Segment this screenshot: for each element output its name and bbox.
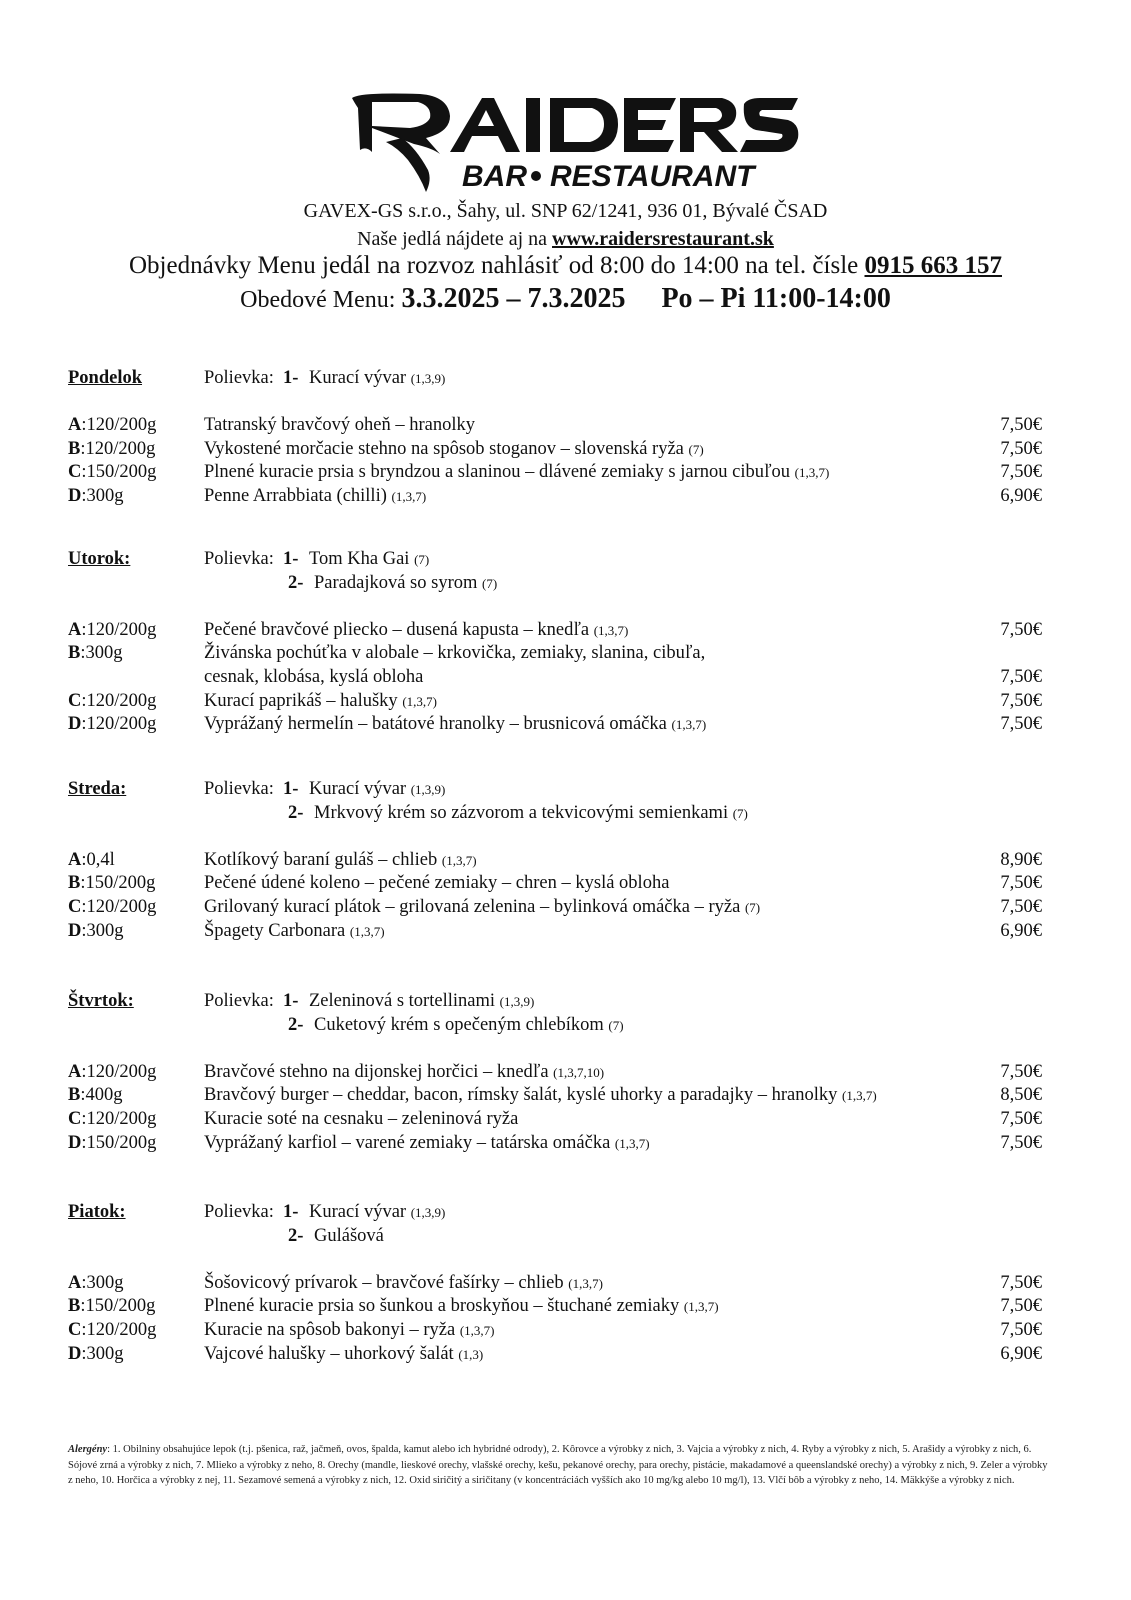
meal-portion: :300g: [81, 1343, 124, 1364]
soup-row: [0, 366, 1131, 390]
soup-row: [0, 547, 1131, 571]
meal-name: [204, 1271, 603, 1296]
meal-row: [0, 460, 1131, 484]
soup-label: Polievka:: [204, 779, 274, 799]
meal-portion: :120/200g: [81, 714, 157, 735]
meal-price: 7,50€: [1000, 873, 1042, 894]
soup-name: [309, 989, 534, 1014]
meal-price: 7,50€: [1000, 1272, 1042, 1293]
meal-allergens: (1,3,7): [593, 622, 629, 638]
soup-name: [309, 777, 445, 802]
soup-name: [314, 801, 748, 826]
meal-name: [204, 689, 437, 714]
meal-row: [0, 413, 1131, 437]
menu-date-range: 3.3.2025 – 7.3.2025: [401, 283, 626, 314]
meal-name-text: Pečené bravčové pliecko – dusená kapusta – knedľa: [204, 619, 590, 640]
logo-lettering-graphic: [352, 94, 798, 194]
meal-letter: D: [68, 486, 82, 506]
meal-code: [68, 1131, 156, 1155]
meal-name-text: Grilovaný kurací plátok – grilovaná zelenina – bylinková omáčka – ryža: [204, 897, 741, 917]
soup-name-text: Tom Kha Gai: [309, 549, 410, 569]
meal-allergens: (7): [688, 441, 704, 457]
meal-row: [0, 895, 1131, 919]
meal-price: 7,50€: [1000, 1296, 1042, 1317]
meal-letter: B: [68, 1296, 81, 1317]
website-prefix: Naše jedlá nájdete aj na: [357, 228, 548, 250]
meal-name: [204, 1318, 495, 1343]
meal-price: 7,50€: [1000, 619, 1042, 640]
meal-price: 7,50€: [1000, 714, 1042, 735]
meal-price: 7,50€: [1000, 897, 1042, 917]
meal-allergens: (1,3,7): [349, 923, 385, 939]
meal-row: [0, 1083, 1131, 1107]
meal-portion: :120/200g: [81, 690, 157, 711]
meal-allergens: (1,3,7): [794, 465, 830, 481]
meal-allergens: (1,3): [458, 1346, 484, 1362]
soup-name-text: Kurací vývar: [309, 368, 407, 388]
menu-date-line: [0, 283, 1131, 315]
soup-label: Polievka:: [204, 1202, 274, 1222]
meal-name: [204, 1107, 518, 1131]
meal-name-text: Penne Arrabbiata (chilli): [204, 486, 387, 506]
meal-row: [0, 712, 1131, 736]
meal-name-text: Kotlíkový baraní guláš – chlieb: [204, 849, 438, 870]
meal-name: [204, 712, 706, 737]
meal-row: [0, 641, 1131, 665]
address-line: GAVEX-GS s.r.o., Šahy, ul. SNP 62/1241, 936 01, Bývalé ČSAD: [303, 200, 828, 222]
allergens-text: : 1. Obilniny obsahujúce lepok (t.j. pšenica, raž, jačmeň, ovos, špalda, kamut alebo ich hybridné odrody), 2. Kôrovce a výrobky z nich, 3. Vajcia a výrobky z nich, 4. Ryby a výrobky z nich, 5. Arašidy a výrobky z nich, 6. Sójové zrná a výrobky z nich, 7. Mlieko a výrobky z neho, 8. Orechy (mandle, lieskové orechy, vlašské orechy, kešu, pekanové orechy, para orechy, pistácie, makadamové a queenslandské orechy) a výrobky z nich, 9. Zeler a výrobky z neho, 10. Horčica a výrobky z nej, 11. Sezamové semená a výrobky z nich, 12. Oxid siričitý a siričitany (v koncentráciách vyšších ako 10 mg/kg alebo 10 mg/l), 13. Vlčí bôb a výrobky z neho, 14. Mäkkýše a výrobky z nich.: [68, 1444, 1048, 1486]
meal-row: [0, 1131, 1131, 1155]
meal-name: [204, 618, 628, 643]
meal-code: [68, 1294, 155, 1318]
meal-name: [204, 641, 705, 665]
meal-row: [0, 1294, 1131, 1318]
meal-row: [0, 1342, 1131, 1366]
meal-name-text: Bravčový burger – cheddar, bacon, rímsky šalát, kyslé uhorky a paradajky – hranolky: [204, 1085, 838, 1106]
soup-name-text: Gulášová: [314, 1225, 384, 1246]
meal-letter: B: [68, 1085, 81, 1106]
meal-allergens: (1,3,7): [459, 1323, 495, 1338]
meal-row: [0, 871, 1131, 895]
meal-portion: :120/200g: [81, 1320, 157, 1340]
meal-name-text: Vyprážaný hermelín – batátové hranolky – brusnicová omáčka: [204, 714, 667, 735]
soup-allergens: (7): [414, 552, 430, 567]
meal-price: 7,50€: [1000, 1320, 1042, 1340]
meal-letter: D: [68, 1343, 82, 1364]
meal-code: [68, 848, 115, 872]
meal-name-text: Kuracie na spôsob bakonyi – ryža: [204, 1320, 456, 1340]
meal-row: [0, 1060, 1131, 1084]
soup-number: 1-: [283, 991, 299, 1011]
meal-row: [0, 1107, 1131, 1131]
soup-name-text: Cuketový krém s opečeným chlebíkom: [314, 1014, 604, 1035]
soup-number: 2-: [288, 1225, 304, 1246]
website-line: [0, 228, 1131, 251]
meal-name-text: Vykostené morčacie stehno na spôsob stoganov – slovenská ryža: [204, 438, 684, 459]
meal-name: [204, 848, 477, 873]
meal-portion: :120/200g: [81, 1061, 157, 1082]
meal-price: 6,90€: [1000, 1343, 1042, 1364]
meal-code: [68, 1271, 124, 1295]
svg-text:BAR: BAR: [462, 160, 527, 193]
soup-row: [0, 777, 1131, 801]
meal-name: [204, 484, 426, 509]
meal-name-text: Tatranský bravčový oheň – hranolky: [204, 415, 475, 436]
soup-row: [0, 801, 1131, 825]
soup-name-text: Paradajková so syrom: [314, 572, 478, 593]
meal-price: 7,50€: [1000, 1132, 1042, 1153]
meal-price: 6,90€: [1000, 920, 1042, 941]
meal-portion: :0,4l: [81, 849, 115, 870]
meal-letter: C: [68, 462, 82, 483]
meal-portion: :120/200g: [81, 897, 157, 917]
meal-price: 7,50€: [1000, 462, 1042, 483]
soup-number: 2-: [288, 572, 304, 593]
meal-code: [68, 484, 124, 508]
day-name: Pondelok: [68, 368, 143, 388]
order-line: [0, 252, 1131, 280]
soup-number: 1-: [283, 1202, 299, 1222]
order-prefix: Objednávky Menu jedál na rozvoz nahlásiť od 8:00 do 14:00 na tel. čísle: [129, 252, 859, 279]
day-name: Štvrtok:: [68, 991, 134, 1011]
meal-row: [0, 484, 1131, 508]
meal-portion: :300g: [81, 920, 124, 941]
meal-letter: B: [68, 438, 81, 459]
website-link[interactable]: www.raidersrestaurant.sk: [552, 228, 774, 250]
meal-code: [68, 618, 156, 642]
soup-row: [0, 1200, 1131, 1224]
meal-code: [68, 1107, 156, 1131]
soup-name-text: Kurací vývar: [309, 779, 407, 799]
soup-label: Polievka:: [204, 549, 274, 569]
meal-row: [0, 689, 1131, 713]
meal-row: [0, 437, 1131, 461]
meal-portion: :300g: [81, 1272, 124, 1293]
svg-text:RESTAURANT: RESTAURANT: [550, 160, 755, 193]
meal-price: 7,50€: [1000, 667, 1042, 687]
meal-name-text: Pečené údené koleno – pečené zemiaky – chren – kyslá obloha: [204, 873, 670, 894]
meal-letter: D: [68, 1132, 82, 1153]
meal-price: 8,50€: [1000, 1085, 1042, 1106]
day-name: Streda:: [68, 779, 127, 799]
meal-allergens: (1,3,7): [391, 489, 427, 504]
meal-name-text: Vajcové halušky – uhorkový šalát: [204, 1343, 454, 1364]
soup-row: [0, 571, 1131, 595]
meal-price: 8,90€: [1000, 849, 1042, 870]
meal-code: [68, 641, 122, 665]
meal-portion: :150/200g: [81, 1132, 157, 1153]
meal-row: [0, 919, 1131, 943]
meal-name-text: Plnené kuracie prsia so šunkou a broskyňou – štuchané zemiaky: [204, 1296, 680, 1317]
soup-allergens: (7): [482, 575, 498, 591]
allergens-note: [68, 1442, 1048, 1489]
soup-name: [314, 1224, 384, 1248]
meal-letter: B: [68, 873, 81, 894]
soup-number: 1-: [283, 368, 299, 388]
meal-name: [204, 1294, 719, 1319]
meal-portion: :400g: [80, 1085, 123, 1106]
meal-name: [204, 413, 475, 437]
meal-price: 7,50€: [1000, 438, 1042, 459]
meal-letter: A: [68, 1061, 82, 1082]
soup-allergens: (1,3,9): [410, 782, 446, 797]
meal-price: 7,50€: [1000, 1109, 1042, 1129]
soup-allergens: (1,3,9): [410, 371, 446, 386]
meal-allergens: (1,3,7): [683, 1299, 719, 1315]
meal-code: [68, 919, 124, 943]
meal-name-text: Živánska pochúťka v alobale – krkovička, zemiaky, slanina, cibuľa,: [204, 643, 706, 664]
day-name: Piatok:: [68, 1202, 126, 1222]
meal-letter: C: [68, 690, 82, 711]
meal-name: [204, 919, 385, 944]
meal-portion: :300g: [80, 643, 123, 664]
soup-number: 2-: [288, 1014, 304, 1035]
meal-name: [204, 1083, 877, 1108]
soup-number: 1-: [283, 549, 299, 569]
meal-code: [68, 1083, 122, 1107]
allergens-label: Alergény: [68, 1444, 108, 1455]
soup-allergens: (1,3,9): [410, 1205, 446, 1220]
order-phone[interactable]: 0915 663 157: [864, 252, 1002, 279]
meal-allergens: (1,3,7): [842, 1088, 877, 1104]
meal-portion: :150/200g: [80, 873, 156, 894]
soup-number: 1-: [283, 779, 299, 799]
meal-code: [68, 437, 155, 461]
soup-name-text: Mrkvový krém so zázvorom a tekvicovými semienkami: [314, 802, 729, 823]
meal-letter: A: [68, 1272, 82, 1293]
meal-code: [68, 712, 156, 736]
soup-name-text: Kurací vývar: [309, 1202, 407, 1222]
soup-row: [0, 1224, 1131, 1248]
day-name: Utorok:: [68, 549, 131, 569]
meal-letter: A: [68, 849, 82, 870]
meal-code: [68, 1318, 156, 1342]
meal-allergens: (7): [744, 900, 761, 915]
meal-name: [204, 437, 704, 462]
meal-portion: :150/200g: [80, 1296, 156, 1317]
meal-price: 7,50€: [1000, 690, 1042, 711]
meal-portion: :300g: [81, 486, 124, 506]
soup-row: [0, 989, 1131, 1013]
soup-name-text: Zeleninová s tortellinami: [309, 991, 495, 1011]
soup-row: [0, 1013, 1131, 1037]
meal-name: [204, 1131, 650, 1156]
meal-name: [204, 460, 829, 485]
meal-price: 7,50€: [1000, 1061, 1042, 1082]
meal-code: [68, 460, 156, 484]
soup-label: Polievka:: [204, 991, 274, 1011]
meal-letter: A: [68, 619, 82, 640]
soup-number: 2-: [288, 802, 304, 823]
meal-allergens: (1,3,7): [568, 1275, 603, 1291]
meal-letter: A: [68, 415, 82, 436]
meal-name: [204, 895, 760, 920]
soup-name: [309, 366, 445, 391]
meal-price: 7,50€: [1000, 415, 1042, 436]
meal-letter: C: [68, 1320, 82, 1340]
soup-name: [309, 547, 429, 572]
meal-code: [68, 1342, 124, 1366]
meal-letter: C: [68, 1109, 82, 1129]
meal-name: [204, 1342, 483, 1367]
meal-name-text: Kurací paprikáš – halušky: [204, 690, 398, 711]
meal-letter: D: [68, 920, 82, 941]
meal-allergens: (1,3,7): [441, 852, 477, 868]
meal-row: [0, 618, 1131, 642]
meal-portion: :120/200g: [81, 1109, 157, 1129]
menu-hours: Po – Pi 11:00-14:00: [661, 283, 891, 314]
meal-portion: :150/200g: [81, 462, 157, 483]
soup-name: [309, 1200, 445, 1225]
meal-row: [0, 848, 1131, 872]
meal-row-continued: [0, 665, 1131, 689]
meal-name: [204, 1060, 604, 1085]
meal-allergens: (1,3,7): [614, 1135, 650, 1151]
soup-allergens: (1,3,9): [499, 994, 535, 1009]
meal-code: [68, 871, 155, 895]
meal-letter: C: [68, 897, 82, 917]
meal-portion: :120/200g: [80, 438, 156, 459]
meal-name-text: Bravčové stehno na dijonskej horčici – knedľa: [204, 1061, 549, 1082]
meal-name-text: Šošovicový prívarok – bravčové fašírky – chlieb: [204, 1272, 564, 1293]
meal-price: 6,90€: [1000, 486, 1042, 506]
meal-name-continued: cesnak, klobása, kyslá obloha: [204, 667, 424, 687]
meal-row: [0, 1318, 1131, 1342]
meal-code: [68, 895, 156, 919]
menu-label: Obedové Menu:: [240, 287, 396, 313]
meal-name-text: Kuracie soté na cesnaku – zeleninová ryža: [204, 1109, 519, 1129]
meal-allergens: (1,3,7): [402, 693, 437, 709]
meal-name-text: Špagety Carbonara: [204, 920, 346, 941]
meal-letter: B: [68, 643, 81, 664]
soup-name: [314, 1013, 624, 1038]
soup-allergens: (7): [608, 1017, 624, 1033]
meal-row: [0, 1271, 1131, 1295]
raiders-logo: [0, 88, 1131, 200]
meal-name-text: Plnené kuracie prsia s bryndzou a slaninou – dlávené zemiaky s jarnou cibuľou: [204, 462, 790, 483]
soup-label: Polievka:: [204, 368, 274, 388]
soup-allergens: (7): [732, 805, 748, 821]
meal-code: [68, 413, 156, 437]
meal-name: [204, 871, 669, 895]
meal-portion: :120/200g: [81, 619, 157, 640]
soup-name: [314, 571, 497, 596]
meal-code: [68, 689, 156, 713]
meal-code: [68, 1060, 156, 1084]
meal-letter: D: [68, 714, 82, 735]
meal-allergens: (1,3,7,10): [553, 1064, 605, 1080]
meal-allergens: (1,3,7): [671, 717, 707, 733]
meal-name-text: Vyprážaný karfiol – varené zemiaky – tatárska omáčka: [204, 1132, 611, 1153]
meal-portion: :120/200g: [81, 415, 157, 436]
